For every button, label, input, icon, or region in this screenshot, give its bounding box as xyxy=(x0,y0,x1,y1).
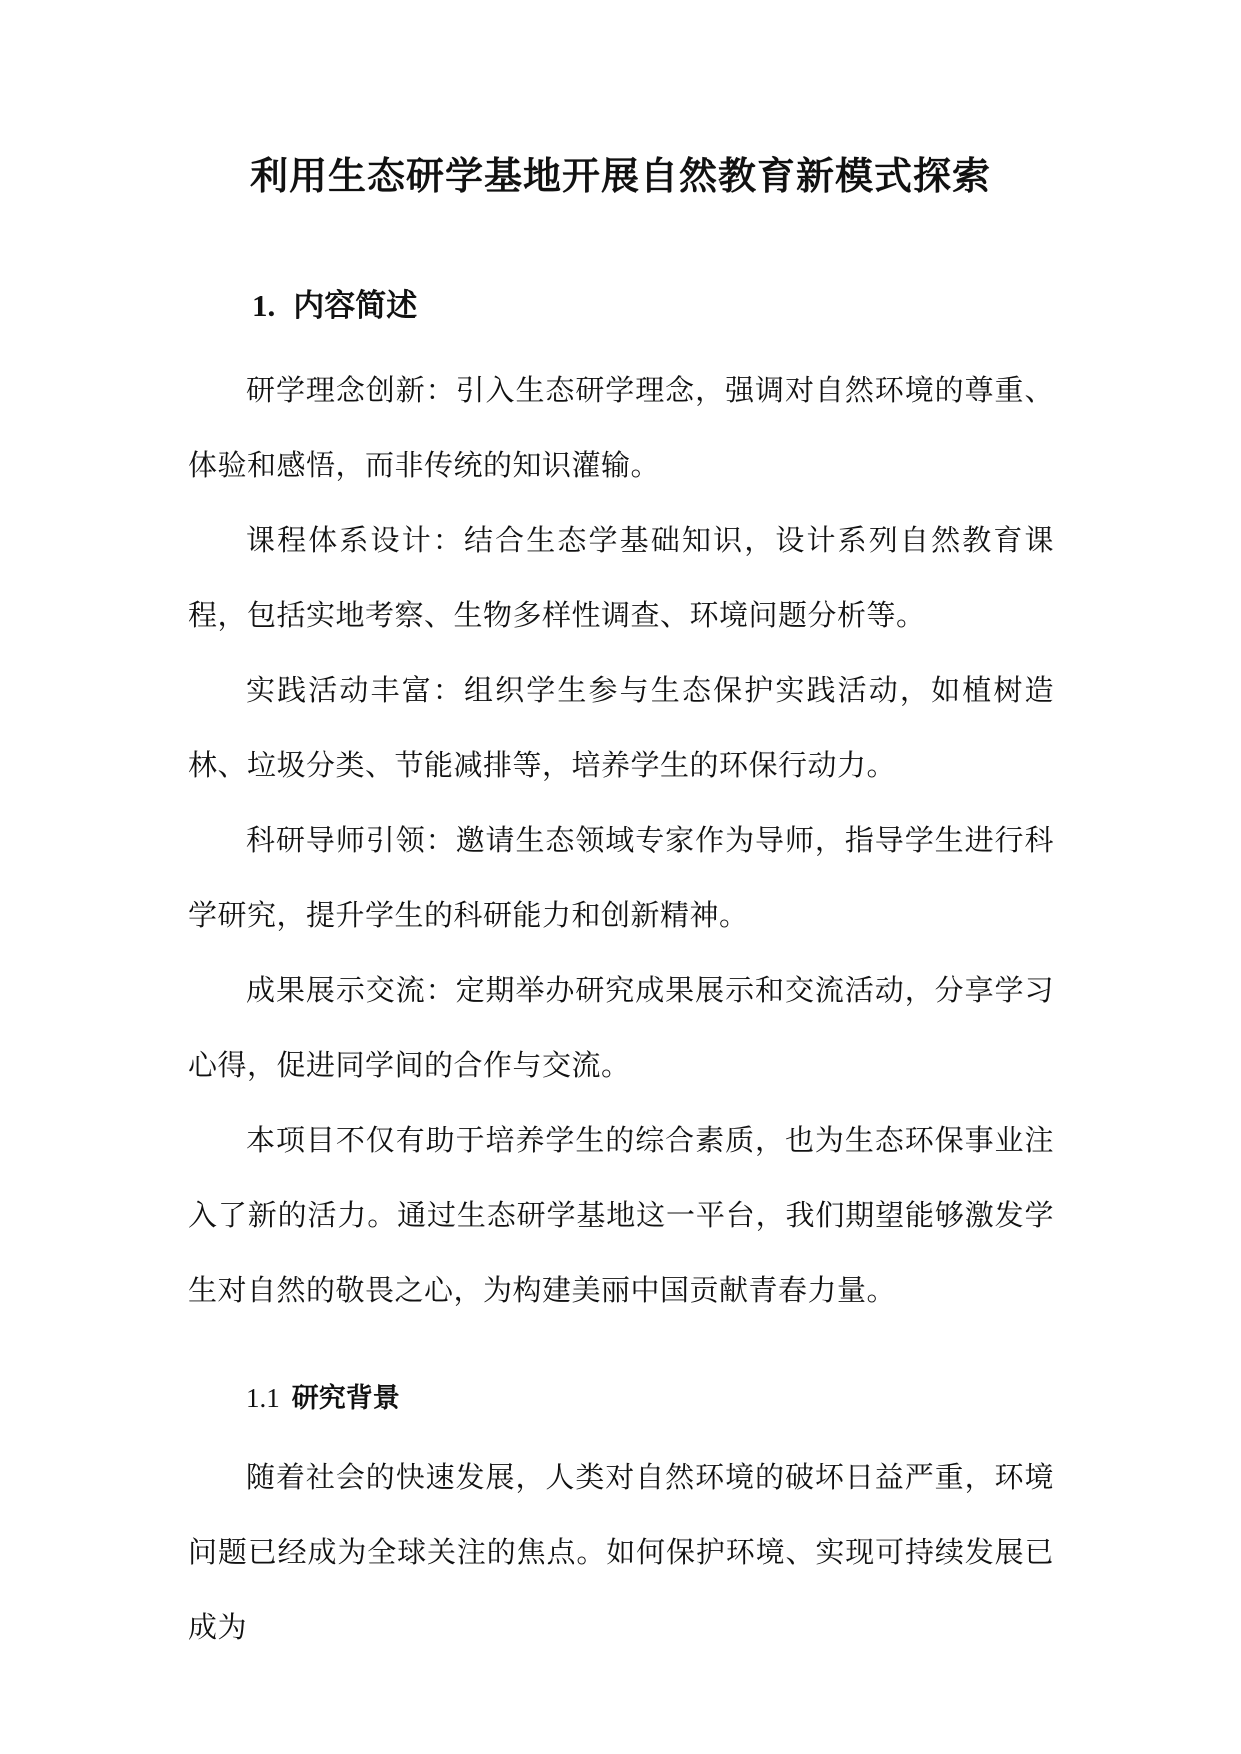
subsection-number: 1.1 xyxy=(246,1383,280,1413)
section-heading-1-1 xyxy=(246,1378,400,1419)
section-title: 内容简述 xyxy=(293,288,418,324)
document-title: 利用生态研学基地开展自然教育新模式探索 xyxy=(249,154,991,198)
paragraph-research-background: 随着社会的快速发展，人类对自然环境的破坏日益严重，环境问题已经成为全球关注的焦点。如何保护环境、实现可持续发展已成为 xyxy=(188,1460,1054,1644)
paragraph-research-concept: 研学理念创新：引入生态研学理念，强调对自然环境的尊重、体验和感悟，而非传统的知识灌输。 xyxy=(188,373,1054,482)
paragraph-research-mentors: 科研导师引领：邀请生态领域专家作为导师，指导学生进行科学研究，提升学生的科研能力和创新精神。 xyxy=(188,823,1054,932)
paragraph-results-exchange: 成果展示交流：定期举办研究成果展示和交流活动，分享学习心得，促进同学间的合作与交流。 xyxy=(188,973,1054,1082)
paragraph-project-summary: 本项目不仅有助于培养学生的综合素质，也为生态环保事业注入了新的活力。通过生态研学基地这一平台，我们期望能够激发学生对自然的敬畏之心，为构建美丽中国贡献青春力量。 xyxy=(188,1123,1054,1307)
subsection-title: 研究背景 xyxy=(291,1383,400,1414)
paragraph-curriculum-design: 课程体系设计：结合生态学基础知识，设计系列自然教育课程，包括实地考察、生物多样性调查、环境问题分析等。 xyxy=(188,523,1054,632)
section-number: 1. xyxy=(252,288,276,323)
section-heading-1 xyxy=(252,284,417,328)
paragraph-practice-activities: 实践活动丰富：组织学生参与生态保护实践活动，如植树造林、垃圾分类、节能减排等，培养学生的环保行动力。 xyxy=(188,673,1054,782)
